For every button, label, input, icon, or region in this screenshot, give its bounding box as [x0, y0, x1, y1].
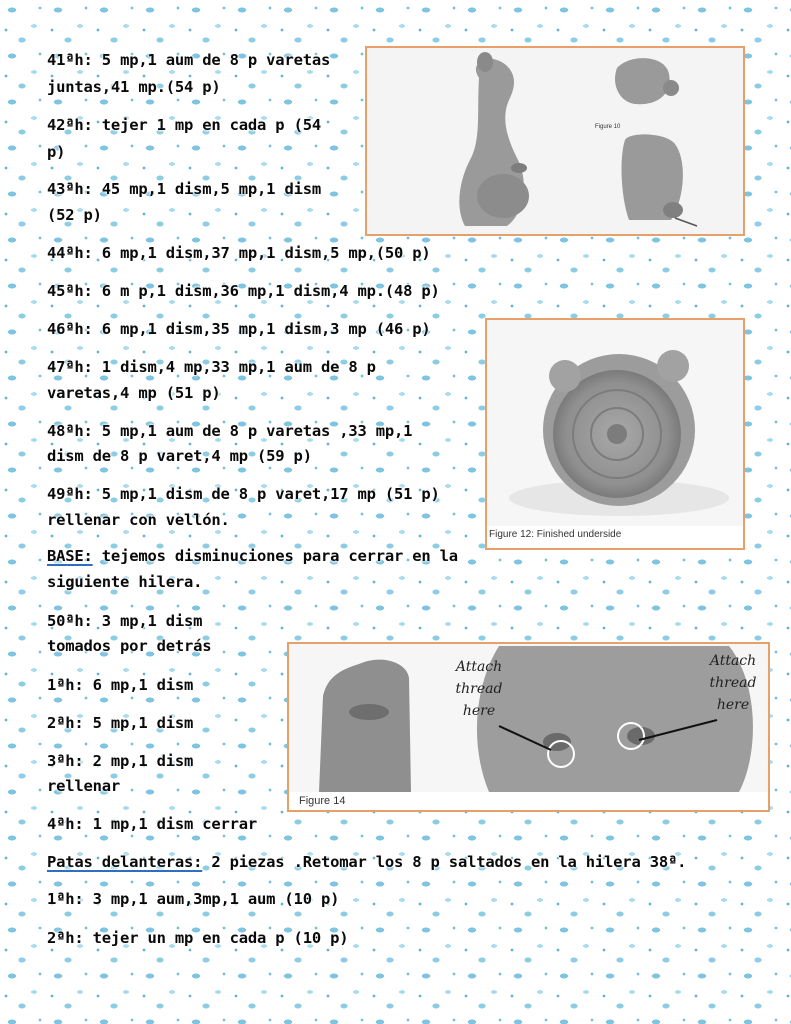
annotation-left: Attach thread here: [455, 659, 503, 719]
row-line: 3ªh: 2 mp,1 dism: [47, 752, 194, 770]
row-line: tomados por detrás: [47, 637, 212, 655]
row-line: (52 p): [47, 206, 102, 224]
row-line: 49ªh: 5 mp,1 dism de 8 p varet,17 mp (51 p): [47, 485, 440, 503]
row-line: dism de 8 p varet,4 mp (59 p): [47, 447, 312, 465]
row-line: 41ªh: 5 mp,1 aum de 8 p varetas: [47, 51, 331, 69]
row-line: 48ªh: 5 mp,1 aum de 8 p varetas ,33 mp,1: [47, 422, 413, 440]
row-line: 45ªh: 6 m p,1 dism,36 mp,1 dism,4 mp.(48 p): [47, 282, 440, 300]
row-line: p): [47, 143, 66, 161]
section-heading-patas: Patas delanteras: 2 piezas .Retomar los 8 p saltados en la hilera 38ª.: [47, 853, 687, 871]
row-line: 42ªh: tejer 1 mp en cada p (54: [47, 116, 321, 134]
figure-caption: Figure 14: [299, 795, 346, 807]
row-line: 43ªh: 45 mp,1 dism,5 mp,1 dism: [47, 180, 321, 198]
row-line: rellenar: [47, 777, 121, 795]
row-line: 2ªh: 5 mp,1 dism: [47, 714, 194, 732]
row-line: 1ªh: 6 mp,1 dism: [47, 676, 194, 694]
row-line: juntas,41 mp.(54 p): [47, 78, 221, 96]
standing-mouse-photo: [367, 48, 743, 234]
figure-attach-thread: [287, 642, 770, 812]
figure-caption: Figure 12: Finished underside: [489, 529, 622, 540]
section-heading-base: BASE: tejemos disminuciones para cerrar en la: [47, 547, 458, 565]
figure-standing-mouse: [365, 46, 745, 236]
row-line: siguiente hilera.: [47, 573, 203, 591]
attach-thread-photo: [289, 644, 768, 792]
underside-photo: [487, 320, 743, 526]
row-line: rellenar con vellón.: [47, 511, 230, 529]
row-line: 47ªh: 1 dism,4 mp,33 mp,1 aum de 8 p: [47, 358, 376, 376]
row-line: 2ªh: tejer un mp en cada p (10 p): [47, 929, 349, 947]
row-line: 4ªh: 1 mp,1 dism cerrar: [47, 815, 258, 833]
row-line: varetas,4 mp (51 p): [47, 384, 221, 402]
row-line: 46ªh: 6 mp,1 dism,35 mp,1 dism,3 mp (46 p): [47, 320, 431, 338]
figure-caption: Figure 10: [595, 124, 621, 130]
row-line: 1ªh: 3 mp,1 aum,3mp,1 aum (10 p): [47, 890, 340, 908]
annotation-right: Attach thread here: [709, 653, 757, 713]
figure-finished-underside: [485, 318, 745, 550]
row-line: 50ªh: 3 mp,1 dism: [47, 612, 203, 630]
row-line: 44ªh: 6 mp,1 dism,37 mp,1 dism,5 mp,(50 p): [47, 244, 431, 262]
